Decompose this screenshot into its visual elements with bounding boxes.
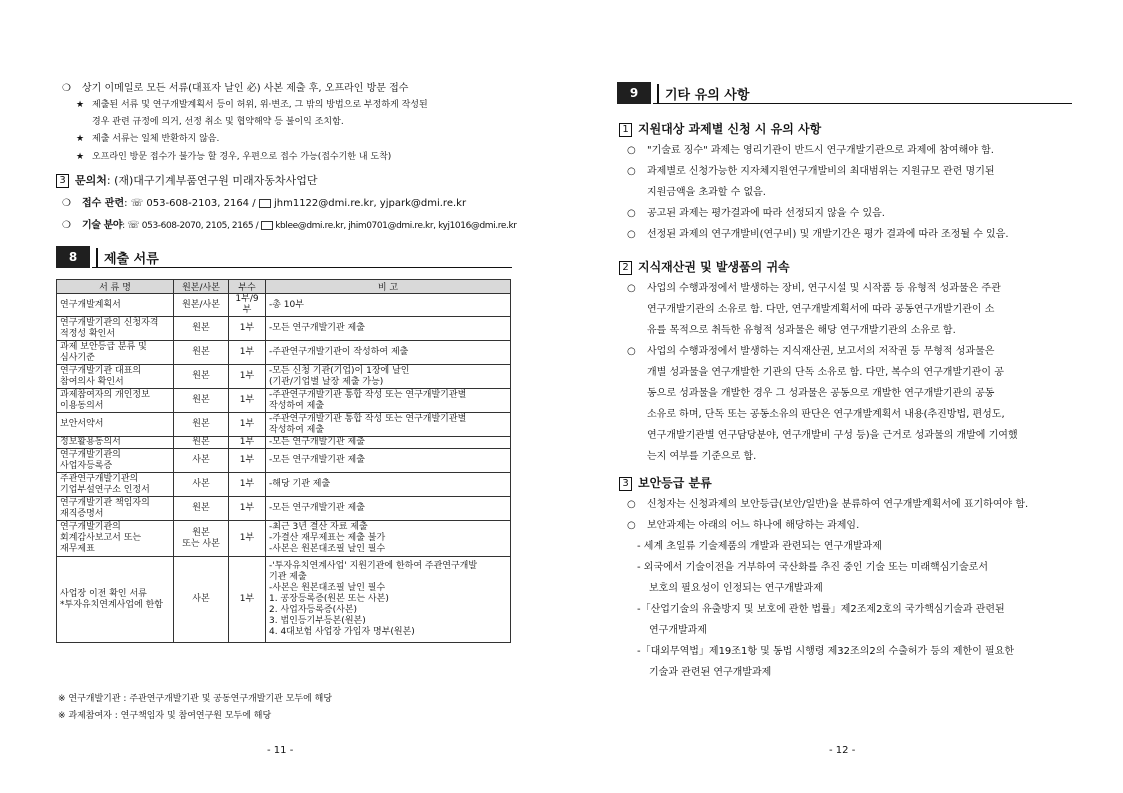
footnote: ※ 연구개발기관 : 주관연구개발기관 및 공동연구개발기관 모두에 해당 <box>58 694 333 704</box>
section-9-header <box>617 82 1072 104</box>
table-row <box>57 317 511 341</box>
document-name-cell: 과제참여자의 개인정보 이용동의서 <box>57 389 174 413</box>
phone-icon: ☏ <box>130 198 144 209</box>
document-name-cell: 과제 보안등급 분류 및 심사기준 <box>57 341 174 365</box>
table-row <box>57 497 511 521</box>
section-title: 제출 서류 <box>96 248 159 267</box>
table-row <box>57 413 511 437</box>
contact-number: 3 <box>56 174 69 188</box>
original-copy-cell: 원본 또는 사본 <box>174 521 229 557</box>
circle-icon: ○ <box>627 166 636 177</box>
copies-cell: 1부 <box>229 437 266 449</box>
page-number: - 11 - <box>267 745 294 756</box>
document-name-cell: 사업장 이전 확인 서류 *투자유치연계사업에 한함 <box>57 557 174 643</box>
list-item-cont: 개별 성과물을 연구개발한 기관의 단독 소유로 함. 다만, 복수의 연구개발기관이 공 <box>647 367 1004 378</box>
original-copy-cell: 사본 <box>174 557 229 643</box>
contact-heading: 3 문의처: (재)대구기계부품연구원 미래자동차사업단 <box>56 172 317 188</box>
original-copy-cell: 원본 <box>174 389 229 413</box>
circle-icon: ○ <box>627 283 636 294</box>
list-item-cont: 는지 여부를 기준으로 함. <box>647 451 757 462</box>
left-page <box>0 0 561 793</box>
section-number: 9 <box>617 82 651 104</box>
table-row <box>57 437 511 449</box>
star-note-1: ★ 제출된 서류 및 연구개발계획서 등이 허위, 위·변조, 그 밖의 방법으로 부정하게 작성된 <box>76 100 428 110</box>
document-name-cell: 보안서약서 <box>57 413 174 437</box>
copies-cell: 1부 <box>229 557 266 643</box>
list-item: ○ "기술료 징수" 과제는 영리기관이 반드시 연구개발기관으로 과제에 참여해야 함. <box>627 145 994 156</box>
dash-item: -「대외무역법」제19조1항 및 동법 시행령 제32조의2의 수출허가 등의 제한이 필요한 <box>637 646 1015 657</box>
remarks-cell: -모든 연구개발기관 제출 <box>266 497 511 521</box>
dash-item: -「산업기술의 유출방지 및 보호에 관한 법률」제2조제2호의 국가핵심기술과 관련된 <box>637 604 1005 615</box>
remarks-cell: -모든 신청 기관(기업)이 1장에 날인 (기관/기업별 날장 제출 가능) <box>266 365 511 389</box>
document-name-cell: 정보활용동의서 <box>57 437 174 449</box>
contact-tech: ❍ 기술 분야: ☏ 053-608-2070, 2105, 2165 / kblee@dmi.re.kr, jhim0701@dmi.re.kr, kyj1016@dmi.re.kr <box>62 220 517 231</box>
copies-cell: 1부 <box>229 521 266 557</box>
copies-cell: 1부 <box>229 473 266 497</box>
original-copy-cell: 원본 <box>174 437 229 449</box>
subsection-1-title: 1 지원대상 과제별 신청 시 유의 사항 <box>619 120 821 137</box>
list-item-cont: 유를 목적으로 취득한 유형적 성과물은 해당 연구개발기관의 소유로 함. <box>647 325 956 336</box>
remarks-cell: -모든 연구개발기관 제출 <box>266 317 511 341</box>
footnote: ※ 과제참여자 : 연구책임자 및 참여연구원 모두에 해당 <box>58 711 272 721</box>
circle-bullet-icon: ❍ <box>62 198 71 209</box>
copies-cell: 1부 <box>229 497 266 521</box>
copies-cell: 1부/9부 <box>229 294 266 317</box>
circle-icon: ○ <box>627 145 636 156</box>
document-name-cell: 연구개발기관의 회계감사보고서 또는 재무제표 <box>57 521 174 557</box>
phone-icon: ☏ <box>127 220 140 231</box>
subsection-2-title: 2 지식재산권 및 발생품의 귀속 <box>619 258 790 275</box>
document-name-cell: 연구개발기관의 사업자등록증 <box>57 449 174 473</box>
star-note-1-cont: 경우 관련 규정에 의거, 선정 취소 및 협약해약 등 불이익 조치함. <box>92 117 344 127</box>
circle-icon: ○ <box>627 499 636 510</box>
star-icon: ★ <box>76 134 85 144</box>
star-icon: ★ <box>76 152 85 162</box>
contact-reception: ❍ 접수 관련: ☏ 053-608-2103, 2164 / jhm1122@dmi.re.kr, yjpark@dmi.re.kr <box>62 198 467 209</box>
subsection-number: 2 <box>619 261 632 275</box>
remarks-cell: -주관연구개발기관 통합 작성 또는 연구개발기관별 작성하여 제출 <box>266 389 511 413</box>
list-item-cont: 소유로 하며, 단독 또는 공동소유의 판단은 연구개발계획서 내용(추진방법, 편성도, <box>647 409 1005 420</box>
list-item: ○ 사업의 수행과정에서 발생하는 지식재산권, 보고서의 저작권 등 무형적 성과물은 <box>627 346 995 357</box>
table-row <box>57 521 511 557</box>
copies-cell: 1부 <box>229 389 266 413</box>
original-copy-cell: 원본 <box>174 365 229 389</box>
circle-icon: ○ <box>627 346 636 357</box>
star-note-2: ★ 제출 서류는 일체 반환하지 않음. <box>76 134 220 144</box>
copies-cell: 1부 <box>229 413 266 437</box>
list-item: ○ 공고된 과제는 평가결과에 따라 선정되지 않을 수 있음. <box>627 208 885 219</box>
dash-item: - 외국에서 기술이전을 거부하여 국산화를 추진 중인 기술 또는 미래핵심기술로서 <box>637 562 988 573</box>
reception-email-link[interactable]: jhm1122@dmi.re.kr, yjpark@dmi.re.kr <box>273 198 467 209</box>
remarks-cell: -주관연구개발기관이 작성하여 제출 <box>266 341 511 365</box>
list-item: ○ 선정된 과제의 연구개발비(연구비) 및 개발기간은 평가 결과에 따라 조정될 수 있음. <box>627 229 1009 240</box>
star-icon: ★ <box>76 100 85 110</box>
column-header: 부수 <box>229 280 266 294</box>
tech-email-link[interactable]: kblee@dmi.re.kr, jhim0701@dmi.re.kr, kyj1016@dmi.re.kr <box>275 221 517 231</box>
list-item: ○ 보안과제는 아래의 어느 하나에 해당하는 과제임. <box>627 520 860 531</box>
list-item-cont: 지원금액을 초과할 수 없음. <box>647 187 766 198</box>
section-number: 8 <box>56 246 90 268</box>
subsection-3-title: 3 보안등급 분류 <box>619 474 712 491</box>
circle-bullet-icon: ❍ <box>62 83 71 94</box>
dash-item: - 세계 초일류 기술제품의 개발과 관련되는 연구개발과제 <box>637 541 882 552</box>
original-copy-cell: 사본 <box>174 473 229 497</box>
section-rule <box>92 267 512 268</box>
document-name-cell: 연구개발기관 대표의 참여의사 확인서 <box>57 365 174 389</box>
remarks-cell: -모든 연구개발기관 제출 <box>266 449 511 473</box>
circle-icon: ○ <box>627 520 636 531</box>
original-copy-cell: 원본 <box>174 341 229 365</box>
column-header: 비 고 <box>266 280 511 294</box>
copies-cell: 1부 <box>229 317 266 341</box>
document-name-cell: 연구개발계획서 <box>57 294 174 317</box>
dash-item-cont: 연구개발과제 <box>649 625 707 636</box>
list-item-cont: 연구개발기관의 소유로 함. 다만, 연구개발계획서에 따라 공동연구개발기관이 소 <box>647 304 995 315</box>
section-rule <box>653 103 1072 104</box>
table-row <box>57 473 511 497</box>
list-item: ○ 과제별로 신청가능한 지자체지원연구개발비의 최대범위는 지원규모 관련 명기된 <box>627 166 995 177</box>
email-icon <box>259 199 271 208</box>
column-header: 서 류 명 <box>57 280 174 294</box>
table-row <box>57 449 511 473</box>
dash-item-cont: 보호의 필요성이 인정되는 연구개발과제 <box>649 583 823 594</box>
remarks-cell: -총 10부 <box>266 294 511 317</box>
remarks-cell: -해당 기관 제출 <box>266 473 511 497</box>
copies-cell: 1부 <box>229 341 266 365</box>
original-copy-cell: 사본 <box>174 449 229 473</box>
list-item-cont: 동으로 성과물을 개발한 경우 그 성과물은 공동으로 개발한 연구개발기관의 공동 <box>647 388 995 399</box>
remarks-cell: -최근 3년 결산 자료 제출 -가결산 재무제표는 제출 불가 -사본은 원본대조필 날인 필수 <box>266 521 511 557</box>
subsection-number: 3 <box>619 477 632 491</box>
section-title: 기타 유의 사항 <box>657 84 749 103</box>
original-copy-cell: 원본/사본 <box>174 294 229 317</box>
circle-icon: ○ <box>627 229 636 240</box>
circle-icon: ○ <box>627 208 636 219</box>
table-header-row <box>57 280 511 294</box>
original-copy-cell: 원본 <box>174 497 229 521</box>
original-copy-cell: 원본 <box>174 317 229 341</box>
subsection-number: 1 <box>619 123 632 137</box>
table-row <box>57 389 511 413</box>
email-icon <box>261 221 273 230</box>
remarks-cell: -주관연구개발기관 통합 작성 또는 연구개발기관별 작성하여 제출 <box>266 413 511 437</box>
documents-table <box>56 279 511 643</box>
list-item-cont: 연구개발기관별 연구담당분야, 연구개발비 구성 등)을 근거로 성과물의 개발에 기여했 <box>647 430 1018 441</box>
right-page <box>561 0 1123 793</box>
copies-cell: 1부 <box>229 365 266 389</box>
document-name-cell: 연구개발기관 책임자의 재직증명서 <box>57 497 174 521</box>
section-8-header <box>56 246 512 268</box>
intro-line: ❍ 상기 이메일로 모든 서류(대표자 날인 必) 사본 제출 후, 오프라인 방문 접수 <box>62 83 409 94</box>
column-header: 원본/사본 <box>174 280 229 294</box>
dash-item-cont: 기술과 관련된 연구개발과제 <box>649 667 772 678</box>
table-row <box>57 294 511 317</box>
document-name-cell: 연구개발기관의 신청자격 적정성 확인서 <box>57 317 174 341</box>
original-copy-cell: 원본 <box>174 413 229 437</box>
circle-bullet-icon: ❍ <box>62 220 71 231</box>
copies-cell: 1부 <box>229 449 266 473</box>
table-row <box>57 557 511 643</box>
remarks-cell: -'투자유치연계사업' 지원기관에 한하여 주관연구개발 기관 제출 -사본은 원본대조필 날인 필수 1. 공장등록증(원본 또는 사본) 2. 사업자등록증(사본) 3. 법인등기부등본(원본) 4. 4대보험 사업장 가입자 명부(원본) <box>266 557 511 643</box>
remarks-cell: -모든 연구개발기관 제출 <box>266 437 511 449</box>
list-item: ○ 사업의 수행과정에서 발생하는 장비, 연구시설 및 시작품 등 유형적 성과물은 주관 <box>627 283 1001 294</box>
star-note-3: ★ 오프라인 방문 접수가 불가능 할 경우, 우편으로 접수 가능(접수기한 내 도착) <box>76 152 392 162</box>
table-row <box>57 365 511 389</box>
table-row <box>57 341 511 365</box>
document-name-cell: 주관연구개발기관의 기업부설연구소 인정서 <box>57 473 174 497</box>
list-item: ○ 신청자는 신청과제의 보안등급(보안/일반)을 분류하여 연구개발계획서에 표기하여야 함. <box>627 499 1029 510</box>
page-number: - 12 - <box>829 745 856 756</box>
